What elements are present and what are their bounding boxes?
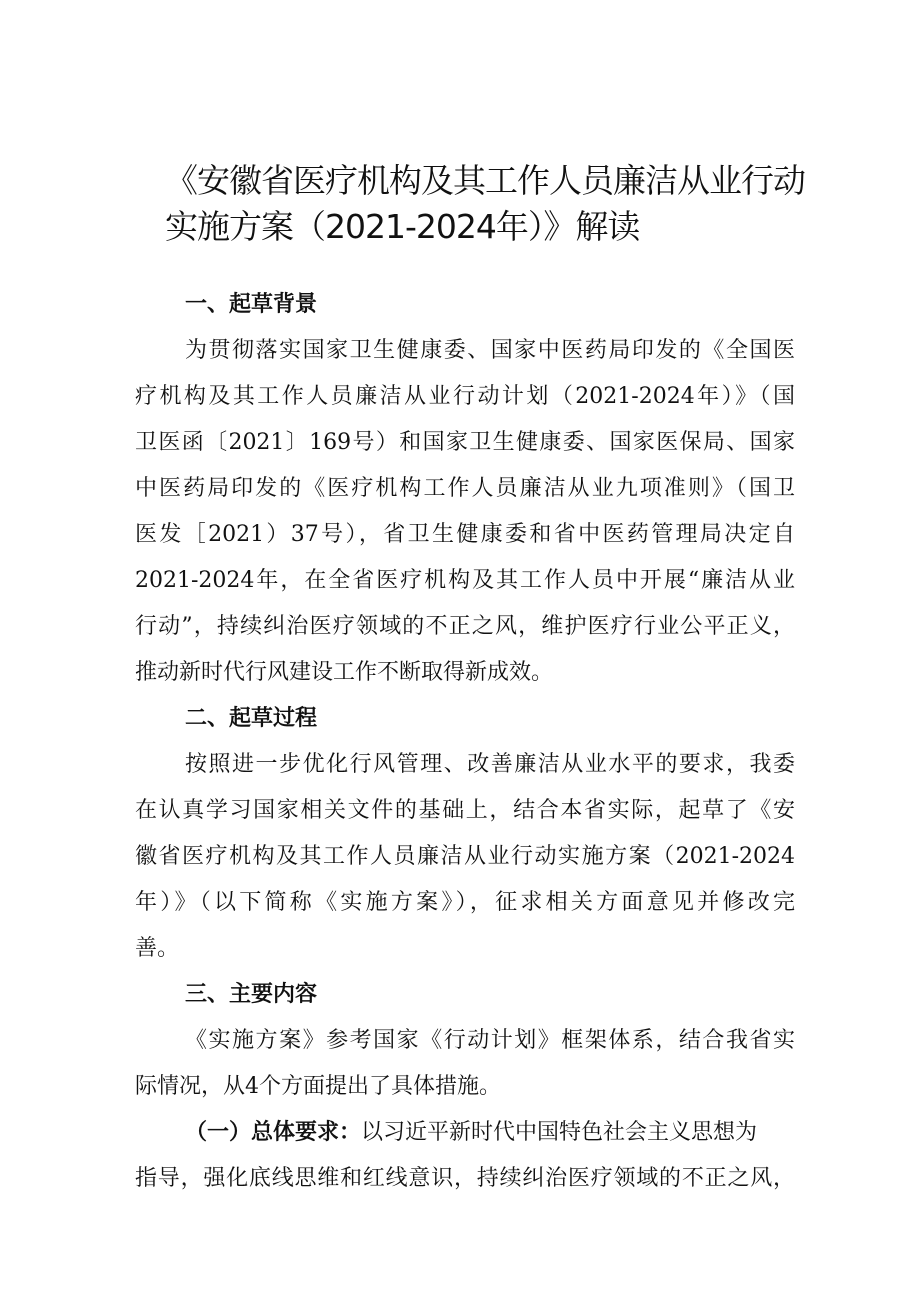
paragraph-line: 在认真学习国家相关文件的基础上，结合本省实际，起草了《安 [135,798,795,823]
paragraph-line: 善。 [135,936,180,961]
section-heading-process: 二、起草过程 [185,706,318,731]
subsection-text: 以习近平新时代中国特色社会主义思想为 [361,1120,758,1145]
section-heading-background: 一、起草背景 [185,292,318,317]
section-heading-content: 三、主要内容 [185,982,318,1007]
paragraph-line: 指导，强化底线思维和红线意识，持续纠治医疗领域的不正之风， [135,1166,795,1191]
subsection-label: （一）总体要求： [185,1120,362,1145]
title-line-2: 实施方案（2021-2024年）》解读 [165,207,640,246]
title-line-1: 《安徽省医疗机构及其工作人员廉洁从业行动 [165,161,805,200]
subsection-line [135,1110,795,1156]
paragraph-line: 年）》（以下简称《实施方案》），征求相关方面意见并修改完 [135,890,795,915]
paragraph-line: 按照进一步优化行风管理、改善廉洁从业水平的要求，我委 [185,752,795,777]
paragraph-line: 医发［2021）37号），省卫生健康委和省中医药管理局决定自 [135,522,795,547]
paragraph-line: 《实施方案》参考国家《行动计划》框架体系，结合我省实 [185,1028,795,1053]
document-body [135,282,795,1202]
paragraph-line: 2021-2024年，在全省医疗机构及其工作人员中开展“廉洁从业 [135,568,795,593]
paragraph-line: 徽省医疗机构及其工作人员廉洁从业行动实施方案（2021-2024 [135,844,795,869]
paragraph-line: 中医药局印发的《医疗机构工作人员廉洁从业九项准则》（国卫 [135,476,795,501]
paragraph-line: 际情况，从4个方面提出了具体措施。 [135,1074,501,1099]
paragraph-line: 为贯彻落实国家卫生健康委、国家中医药局印发的《全国医 [185,338,795,363]
document-title [165,158,845,250]
paragraph-line: 疗机构及其工作人员廉洁从业行动计划（2021-2024年）》（国 [135,384,795,409]
paragraph-line: 推动新时代行风建设工作不断取得新成效。 [135,660,554,685]
paragraph-line: 行动”，持续纠治医疗领域的不正之风，维护医疗行业公平正义， [135,614,795,639]
paragraph-line: 卫医函〔2021〕169号）和国家卫生健康委、国家医保局、国家 [135,430,795,455]
